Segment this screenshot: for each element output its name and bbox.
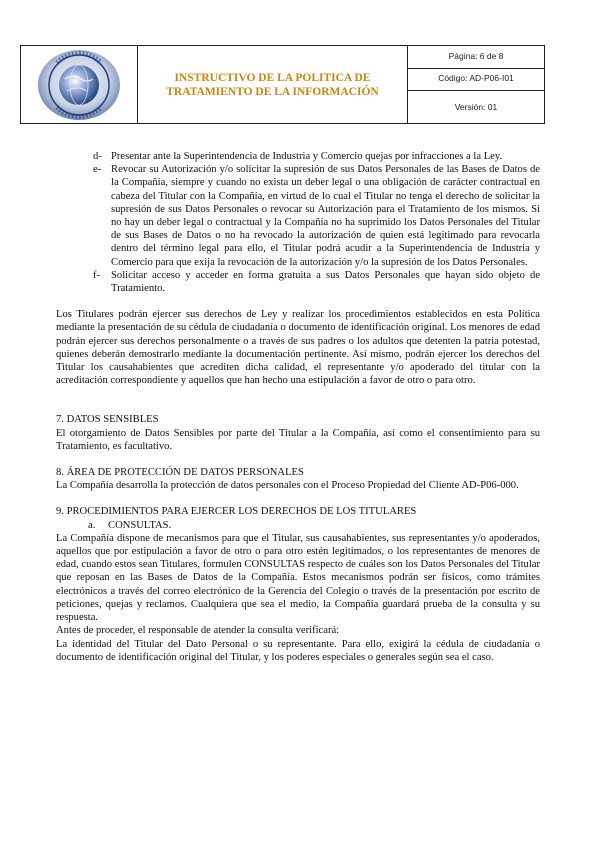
list-item-text: Presentar ante la Superintendencia de Industria y Comercio quejas por infracciones a la Ley.	[111, 151, 503, 162]
section-8-text: La Compañía desarrolla la protección de datos personales con el Proceso Propiedad del Cliente AD-P06-000.	[56, 480, 519, 492]
document-code: Código: AD-P06-I01	[438, 73, 514, 83]
section-8-heading: 8. ÁREA DE PROTECCIÓN DE DATOS PERSONALES	[56, 467, 304, 479]
section-9-paragraph-3: La identidad del Titular del Dato Personal o su representante. Para ello, exigirá la cédula de ciudadanía o documento de identificación original del Titular, y los poderes especiales o generales según sea el caso.	[56, 638, 540, 663]
list-item-text: Revocar su Autorización y/o solicitar la supresión de sus Datos Personales de las Bases de Datos de la Compañía, siempre y cuando no exista un deber legal o una obligación de carácter contractual en cabeza del Titular con la Compañía, en virtud de lo cual el Titular no tenga el derecho de solicitar la supresión de sus Datos Personales o revocar su Autorización para el Tratamiento de los mismos. Si no hay un deber legal o contractual y la Compañía no ha suprimido los Datos Personales del Titular de sus Bases de Datos o no ha revocado la autorización de quien está legitimado para revocarla dentro del término legal para ello, el Titular podrá acudir a la Superintendencia de Industria y Comercio para que exija la revocación de la autorización y/o la supresión de los Datos Personales.	[111, 164, 540, 268]
document-body	[56, 150, 540, 664]
institution-logo-icon	[37, 49, 121, 121]
list-item	[56, 150, 540, 163]
header-divider	[407, 90, 544, 91]
section-9-paragraph-2: Antes de proceder, el responsable de atender la consulta verificará:	[56, 625, 340, 637]
section-9-subheading	[56, 519, 540, 532]
section-7-heading: 7. DATOS SENSIBLES	[56, 414, 159, 426]
document-header	[20, 45, 545, 124]
list-item-letter: e-	[93, 164, 102, 176]
header-divider	[407, 68, 544, 69]
paragraph-titulares: Los Titulares podrán ejercer sus derechos de Ley y realizar los procedimientos establecidos en esta Política mediante la presentación de su cédula de ciudadanía o documento de identificación original. Los menores de edad podrán ejercer sus derechos personalmente o a través de sus padres o los adultos que detenten la patria potestad, quienes deberán demostrarlo mediante la documentación pertinente. Así mismo, podrán ejercer los derechos del Titular los causahabientes que acrediten dicha calidad, el representante y/o apoderado del titular con la acreditación correspondiente y aquellos que han hecho una estipulación a favor de otro o para otro.	[56, 309, 540, 387]
document-title	[138, 46, 407, 123]
list-item-letter: d-	[93, 151, 102, 162]
subheading-text: CONSULTAS.	[108, 519, 172, 531]
page-number: Página: 6 de 8	[448, 51, 504, 61]
list-item	[56, 269, 540, 295]
section-9-paragraph-1: La Compañía dispone de mecanismos para que el Titular, sus causahabientes, sus representantes y/o apoderados, aquellos que por estipulación a favor de otro o para otro estén legitimados, o los representantes de menores de edad, cuando estos sean Titulares, formulen CONSULTAS respecto de cuáles son los Datos Personales del Titular que reposan en las Bases de Datos de la Compañía. Estos mecanismos podrán ser físicos, como trámites electrónicos a través del correo electrónico de la Gerencia del Colegio o través de la presentación por escrito de peticiones, quejas y reclamos. Cualquiera que sea el medio, la Compañía guardará prueba de la consulta y su respuesta.	[56, 532, 540, 624]
section-9-heading: 9. PROCEDIMIENTOS PARA EJERCER LOS DERECHOS DE LOS TITULARES	[56, 506, 417, 518]
subheading-letter: a.	[88, 519, 96, 531]
list-item-text: Solicitar acceso y acceder en forma gratuita a sus Datos Personales que hayan sido objeto de Tratamiento.	[111, 269, 540, 295]
document-title-line1: INSTRUCTIVO DE LA POLITICA DE	[174, 71, 371, 84]
document-title-line2: TRATAMIENTO DE LA INFORMACIÓN	[166, 85, 379, 98]
document-version: Versión: 01	[454, 102, 498, 112]
section-7-text: El otorgamiento de Datos Sensibles por parte del Titular a la Compañía, así como el consentimiento para su Tratamiento, es facultativo.	[56, 427, 540, 452]
list-item-letter: f-	[93, 269, 101, 281]
logo-cell	[21, 46, 137, 123]
list-item	[56, 163, 540, 269]
